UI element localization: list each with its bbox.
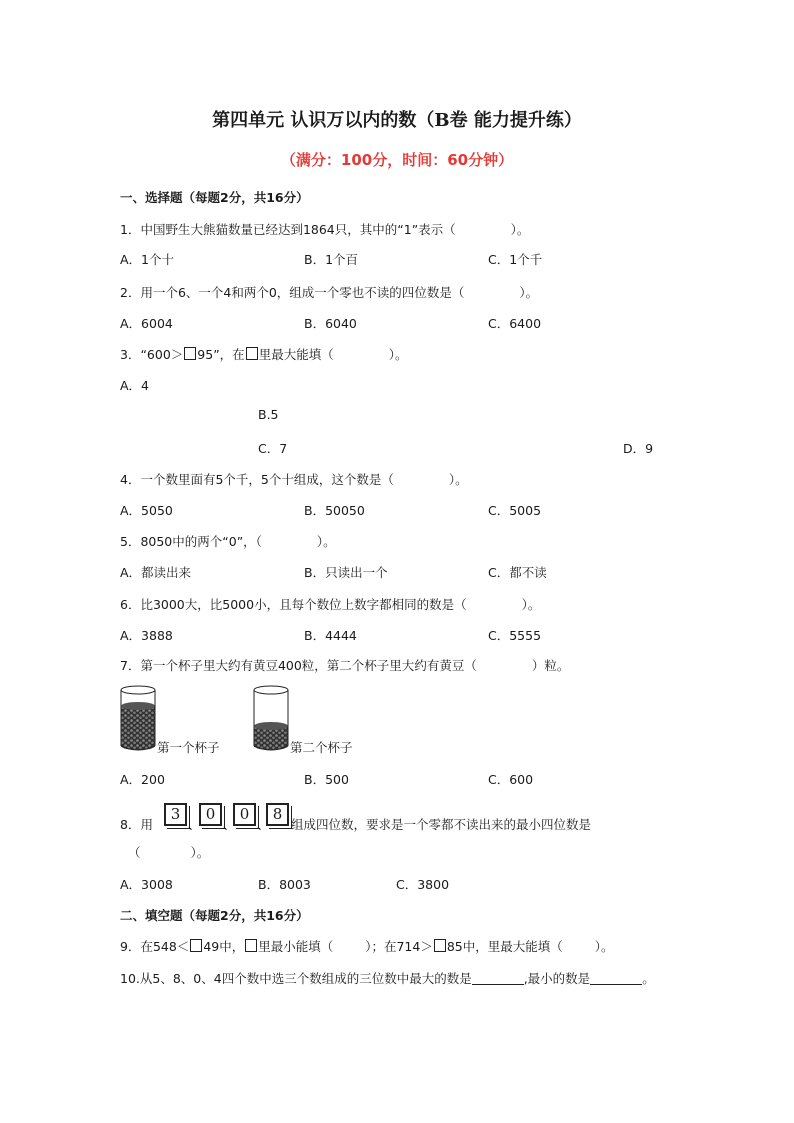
question-6	[120, 595, 540, 613]
question-text: ）；在714＞	[365, 939, 433, 954]
digit-card-0: 0	[199, 803, 222, 826]
option-a[interactable]: A．3888	[120, 628, 173, 643]
empty-box-icon	[246, 347, 258, 360]
question-4	[120, 470, 468, 488]
question-text: 6．比3000大，比5000小，且每个数位上数字都相同的数是（	[120, 597, 467, 612]
question-8-text: 组成四位数，要求是一个零都不读出来的最小四位数是	[291, 817, 592, 832]
question-7	[120, 656, 569, 674]
option-c[interactable]: C．都不读	[488, 565, 547, 580]
question-text: 里最大能填（	[258, 347, 334, 362]
question-1	[120, 220, 529, 238]
option-c[interactable]: C．6400	[488, 316, 542, 331]
option-b[interactable]: B.5	[258, 407, 279, 422]
option-b[interactable]: B．只读出一个	[304, 565, 388, 580]
option-c[interactable]: C．5005	[488, 503, 542, 518]
answer-blank[interactable]	[590, 972, 642, 985]
option-a[interactable]: A．1个十	[120, 252, 175, 267]
question-text-end: 。	[642, 971, 655, 986]
option-b[interactable]: B．500	[304, 772, 349, 787]
question-9	[120, 937, 614, 955]
digit-card-3: 3	[164, 803, 187, 826]
empty-box-icon	[184, 347, 196, 360]
question-2	[120, 283, 538, 301]
option-b[interactable]: B．6040	[304, 316, 357, 331]
option-a[interactable]: A．3008	[120, 877, 173, 892]
question-text: 49中，	[203, 939, 245, 954]
option-b[interactable]: B．1个百	[304, 252, 359, 267]
question-10	[120, 969, 655, 987]
question-text: 里最小能填（	[258, 939, 334, 954]
question-text-end: ）。	[316, 534, 336, 549]
digit-card-0: 0	[233, 803, 256, 826]
question-text: ,最小的数是	[523, 971, 591, 986]
question-text: 10.从5、8、0、4四个数中选三个数组成的三位数中最大的数是	[120, 971, 472, 986]
question-8-label: 8．用	[120, 817, 153, 832]
question-text: 2．用一个6、一个4和两个0，组成一个零也不读的四位数是（	[120, 285, 465, 300]
section-heading-choice: 一、选择题（每题2分，共16分）	[120, 190, 309, 205]
option-a[interactable]: A．5050	[120, 503, 173, 518]
digit-card-8: 8	[266, 803, 289, 826]
question-text-end: ）。	[521, 597, 541, 612]
option-a[interactable]: A．6004	[120, 316, 173, 331]
option-a[interactable]: A．都读出来	[120, 565, 192, 580]
option-b[interactable]: B．50050	[304, 503, 365, 518]
question-text: 95”，在	[197, 347, 245, 362]
option-c[interactable]: C．600	[488, 772, 534, 787]
answer-blank[interactable]: （ ）。	[128, 845, 210, 860]
separator: 、	[188, 817, 201, 832]
option-a[interactable]: A．4	[120, 378, 150, 393]
option-c[interactable]: C．7	[258, 441, 288, 456]
question-text: 1．中国野生大熊猫数量已经达到1864只，其中的“1”表示（	[120, 222, 456, 237]
cup-2-illustration	[251, 684, 291, 752]
option-a[interactable]: A．200	[120, 772, 165, 787]
separator: 、	[223, 817, 236, 832]
question-text: 85中，里最大能填（	[446, 939, 563, 954]
option-c[interactable]: C．1个千	[488, 252, 543, 267]
empty-box-icon	[245, 939, 257, 952]
question-text-end: ）。	[388, 347, 408, 362]
separator: 、	[257, 817, 270, 832]
page-title: 第四单元 认识万以内的数（B卷 能力提升练）	[212, 110, 582, 131]
question-text-end: ）。	[519, 285, 539, 300]
question-text: 5．8050中的两个“0”，（	[120, 534, 262, 549]
option-c[interactable]: C．3800	[396, 877, 450, 892]
question-text: 7．第一个杯子里大约有黄豆400粒，第二个杯子里大约有黄豆（	[120, 658, 477, 673]
question-text-end: ）。	[594, 939, 614, 954]
page-subtitle: （满分：100分，时间：60分钟）	[280, 151, 514, 169]
question-3	[120, 345, 407, 363]
question-5	[120, 532, 336, 550]
cup-2-label: 第二个杯子	[290, 740, 353, 755]
question-text: 3．“600＞	[120, 347, 184, 362]
question-text: 4．一个数里面有5个千，5个十组成，这个数是（	[120, 472, 394, 487]
question-text-end: ）。	[448, 472, 468, 487]
question-text-end: ）粒。	[531, 658, 570, 673]
empty-box-icon	[434, 939, 446, 952]
cup-1-illustration	[118, 684, 158, 752]
question-text-end: ）。	[510, 222, 530, 237]
question-text: 9．在548＜	[120, 939, 190, 954]
option-b[interactable]: B．4444	[304, 628, 357, 643]
section-heading-fill: 二、填空题（每题2分，共16分）	[120, 908, 309, 923]
option-d[interactable]: D．9	[623, 441, 654, 456]
answer-blank[interactable]	[472, 972, 524, 985]
option-c[interactable]: C．5555	[488, 628, 542, 643]
option-b[interactable]: B．8003	[258, 877, 311, 892]
empty-box-icon	[190, 939, 202, 952]
cup-1-label: 第一个杯子	[157, 740, 220, 755]
